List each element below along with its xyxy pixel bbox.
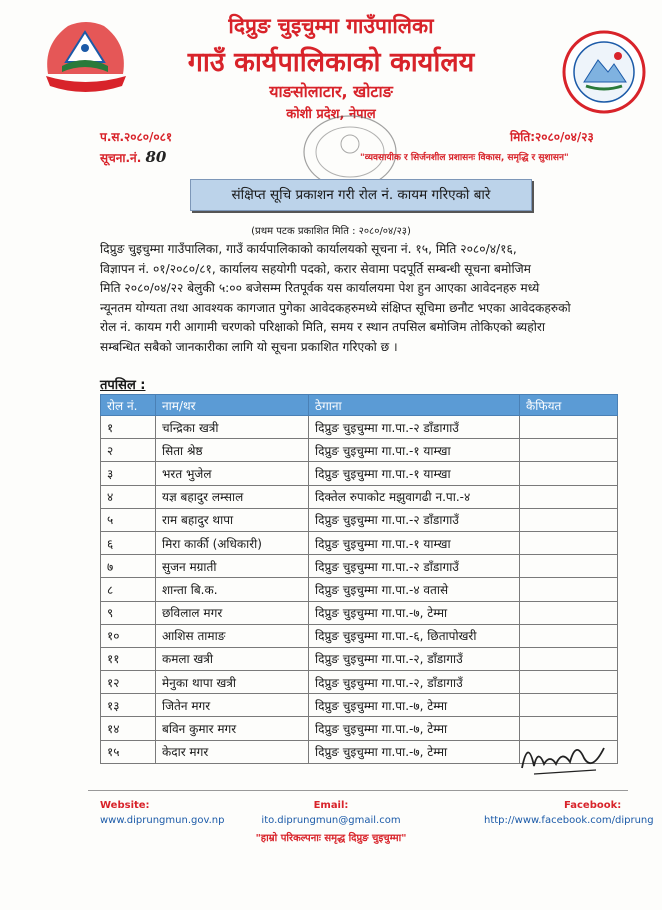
name-cell: भरत भुजेल	[156, 462, 309, 485]
address-cell: दिप्रुङ चुइचुम्मा गा.पा.-७, टेम्मा	[309, 740, 520, 763]
remark-cell	[520, 694, 618, 717]
notice-number-row	[100, 148, 166, 166]
name-cell: चन्द्रिका खत्री	[156, 416, 309, 439]
address-cell: दिप्रुङ चुइचुम्मा गा.पा.-७, टेम्मा	[309, 717, 520, 740]
name-cell: कमला खत्री	[156, 647, 309, 670]
notice-label: सूचना.नं.	[100, 151, 142, 165]
table-row	[101, 439, 618, 462]
roll-cell: ९	[101, 601, 156, 624]
roll-cell: २	[101, 439, 156, 462]
address-cell: दिप्रुङ चुइचुम्मा गा.पा.-२, डाँडागाउँ	[309, 671, 520, 694]
remark-cell	[520, 624, 618, 647]
signature	[514, 728, 614, 788]
address-cell: दिप्रुङ चुइचुम्मा गा.पा.-२ डाँडागाउँ	[309, 416, 520, 439]
col-name-header: नाम/थर	[156, 395, 309, 416]
address-cell: दिप्रुङ चुइचुम्मा गा.पा.-४ वतासे	[309, 578, 520, 601]
remark-cell	[520, 555, 618, 578]
remark-cell	[520, 647, 618, 670]
office-slogan: "व्यवसायीक र सिर्जनशील प्रशासनः विकास, समृद्धि र सुशासन"	[360, 153, 569, 163]
email-label: Email:	[313, 800, 349, 811]
address-cell: दिप्रुङ चुइचुम्मा गा.पा.-१ याम्खा	[309, 439, 520, 462]
body-line: विज्ञापन नं. ०१/२०८०/८१, कार्यालय सहयोगी पदको, करार सेवामा पदपूर्ति सम्बन्धी सूचना बमोजिम	[100, 261, 531, 276]
office-name: गाउँ कार्यपालिकाको कार्यालय	[187, 47, 475, 78]
notice-body	[100, 240, 620, 357]
col-remark-header: कैफियत	[520, 395, 618, 416]
table-header-row	[101, 395, 618, 416]
name-cell: बविन कुमार मगर	[156, 717, 309, 740]
name-cell: आशिस तामाङ	[156, 624, 309, 647]
roll-cell: ५	[101, 508, 156, 531]
remark-cell	[520, 508, 618, 531]
table-row	[101, 508, 618, 531]
address-cell: दिप्रुङ चुइचुम्मा गा.पा.-२ डाँडागाउँ	[309, 508, 520, 531]
footer-divider	[88, 790, 628, 791]
body-line: मिति २०८०/०४/२२ बेलुकी ५:०० बजेसम्म रितपूर्वक यस कार्यालयमा पेश हुन आएका आवेदनहरु मध्ये	[100, 281, 540, 295]
notice-date: मिति:२०८०/०४/२३	[510, 130, 594, 144]
table-row	[101, 462, 618, 485]
remark-cell	[520, 439, 618, 462]
roll-cell: ७	[101, 555, 156, 578]
remark-cell	[520, 578, 618, 601]
table-body	[101, 416, 618, 764]
table-row	[101, 578, 618, 601]
name-cell: केदार मगर	[156, 740, 309, 763]
roll-cell: १३	[101, 694, 156, 717]
table-row	[101, 555, 618, 578]
address-cell: दिप्रुङ चुइचुम्मा गा.पा.-७, टेम्मा	[309, 601, 520, 624]
notice-number: 80	[145, 148, 167, 166]
remark-cell	[520, 671, 618, 694]
email-link[interactable]: ito.diprungmun@gmail.com	[261, 815, 401, 826]
notice-title: संक्षिप्त सूचि प्रकाशन गरी रोल नं. कायम गरिएको बारे	[190, 179, 532, 211]
name-cell: जितेन मगर	[156, 694, 309, 717]
roll-cell: ४	[101, 485, 156, 508]
roll-number-table	[100, 394, 618, 764]
reference-number: प.स.२०८०/०८१	[100, 130, 173, 144]
publication-date: (प्रथम पटक प्रकाशित मिति : २०८०/०४/२३)	[251, 226, 411, 237]
facebook-label: Facebook:	[564, 800, 622, 811]
body-line: दिप्रुङ चुइचुम्मा गाउँपालिका, गाउँ कार्यपालिकाको कार्यालयको सूचना नं. १५, मिति २०८०/४/१६,	[100, 242, 517, 256]
name-cell: यज्ञ बहादुर लम्साल	[156, 485, 309, 508]
remark-cell	[520, 485, 618, 508]
table-row	[101, 601, 618, 624]
details-heading: तपसिल :	[100, 378, 146, 393]
remark-cell	[520, 416, 618, 439]
remark-cell	[520, 601, 618, 624]
roll-cell: १५	[101, 740, 156, 763]
table-row	[101, 485, 618, 508]
name-cell: राम बहादुर थापा	[156, 508, 309, 531]
address-cell: दिप्रुङ चुइचुम्मा गा.पा.-१ याम्खा	[309, 462, 520, 485]
body-line: रोल नं. कायम गरी आगामी चरणको परिक्षाको मिति, समय र स्थान तपसिल बमोजिम तोकिएको ब्यहोरा	[100, 320, 546, 334]
municipality-name: दिप्रुङ चुइचुम्मा गाउँपालिका	[228, 14, 434, 38]
table-row	[101, 416, 618, 439]
name-cell: मेनुका थापा खत्री	[156, 671, 309, 694]
name-cell: सुजन मग्राती	[156, 555, 309, 578]
website-label: Website:	[100, 800, 150, 811]
address-cell: दिप्रुङ चुइचुम्मा गा.पा.-२ डाँडागाउँ	[309, 555, 520, 578]
name-cell: सिता श्रेष्ठ	[156, 439, 309, 462]
province-country: कोशी प्रदेश, नेपाल	[286, 107, 376, 122]
office-location: याङसोलाटार, खोटाङ	[269, 82, 393, 101]
address-cell: दिप्रुङ चुइचुम्मा गा.पा.-६, छितापोखरी	[309, 624, 520, 647]
name-cell: मिरा कार्की (अधिकारी)	[156, 531, 309, 554]
table-row	[101, 694, 618, 717]
roll-cell: ११	[101, 647, 156, 670]
name-cell: शान्ता बि.क.	[156, 578, 309, 601]
body-line: सम्बन्धित सबैको जानकारीका लागि यो सूचना प्रकाशित गरिएको छ ।	[100, 339, 398, 354]
address-cell: दिप्रुङ चुइचुम्मा गा.पा.-७, टेम्मा	[309, 694, 520, 717]
roll-cell: १०	[101, 624, 156, 647]
roll-cell: ३	[101, 462, 156, 485]
website-link[interactable]: www.diprungmun.gov.np	[100, 815, 225, 826]
roll-cell: १२	[101, 671, 156, 694]
table-row	[101, 624, 618, 647]
roll-cell: ६	[101, 531, 156, 554]
facebook-link[interactable]: http://www.facebook.com/diprung	[484, 815, 654, 826]
table-row	[101, 531, 618, 554]
address-cell: दिप्रुङ चुइचुम्मा गा.पा.-१ याम्खा	[309, 531, 520, 554]
roll-cell: १	[101, 416, 156, 439]
col-address-header: ठेगाना	[309, 395, 520, 416]
roll-cell: ८	[101, 578, 156, 601]
address-cell: दिप्रुङ चुइचुम्मा गा.पा.-२, डाँडागाउँ	[309, 647, 520, 670]
address-cell: दिक्तेल रुपाकोट मझुवागढी न.पा.-४	[309, 485, 520, 508]
remark-cell	[520, 462, 618, 485]
table-row	[101, 671, 618, 694]
name-cell: छविलाल मगर	[156, 601, 309, 624]
table-row	[101, 647, 618, 670]
vision-statement: "हाम्रो परिकल्पनाः समृद्ध दिप्रुङ चुइचुम्मा"	[255, 833, 407, 844]
remark-cell	[520, 531, 618, 554]
roll-cell: १४	[101, 717, 156, 740]
col-roll-header: रोल नं.	[101, 395, 156, 416]
body-line: न्यूनतम योग्यता तथा आवश्यक कागजात पुगेका आवेदकहरुमध्ये संक्षिप्त सूचिमा छनौट भएका आवेदकहरुको	[100, 300, 571, 315]
